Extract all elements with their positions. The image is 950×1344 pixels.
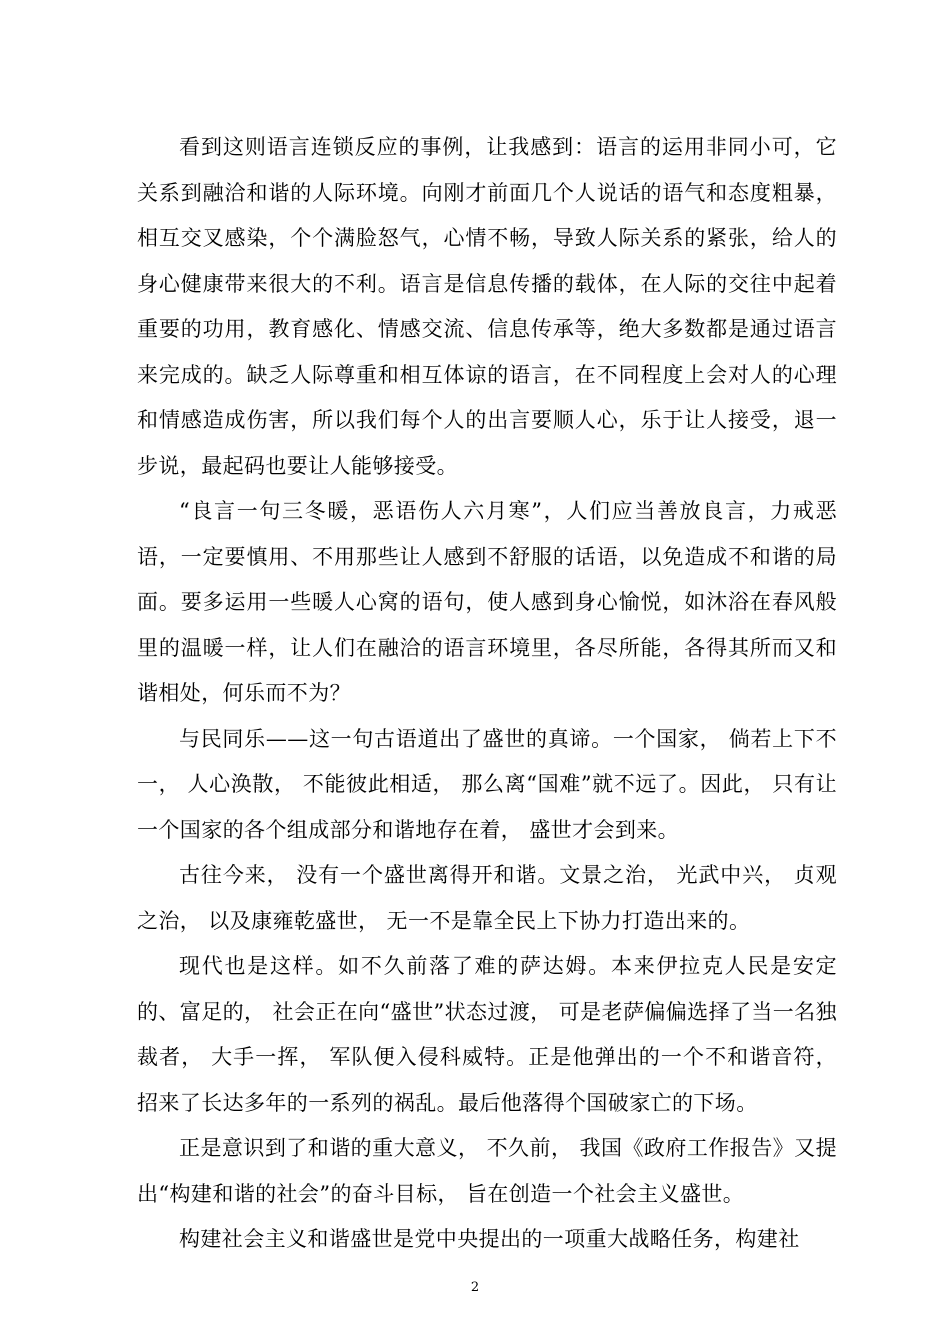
paragraph-7: 构建社会主义和谐盛世是党中央提出的一项重大战略任务，构建社 bbox=[179, 1227, 800, 1251]
page-number: 2 bbox=[470, 1280, 480, 1295]
paragraph-3: 与民同乐——这一句古语道出了盛世的真谛。一个国家， 倘若上下不一， 人心涣散， 不能彼此相适， 那么离“国难”就不远了。因此， 只有让一个国家的各个组成部分和谐地存在着， 盛世才会到来。 bbox=[137, 726, 837, 842]
paragraph-1: 看到这则语言连锁反应的事例，让我感到：语言的运用非同小可，它关系到融洽和谐的人际环境。向刚才前面几个人说话的语气和态度粗暴，相互交叉感染，个个满脸怒气，心情不畅，导致人际关系的紧张，给人的身心健康带来很大的不利。语言是信息传播的载体，在人际的交往中起着重要的功用，教育感化、情感交流、信息传承等，绝大多数都是通过语言来完成的。缺乏人际尊重和相互体谅的语言，在不同程度上会对人的心理和情感造成伤害，所以我们每个人的出言要顺人心，乐于让人接受，退一步说，最起码也要让人能够接受。 bbox=[137, 135, 837, 478]
paragraph-4: 古往今来， 没有一个盛世离得开和谐。文景之治， 光武中兴， 贞观之治， 以及康雍乾盛世， 无一不是靠全民上下协力打造出来的。 bbox=[137, 863, 837, 933]
paragraph-2: “良言一句三冬暖，恶语伤人六月寒”，人们应当善放良言，力戒恶语，一定要慎用、不用那些让人感到不舒服的话语，以免造成不和谐的局面。要多运用一些暖人心窝的语句，使人感到身心愉悦，如沐浴在春风般里的温暖一样，让人们在融洽的语言环境里，各尽所能，各得其所而又和谐相处，何乐而不为？ bbox=[137, 499, 837, 705]
paragraph-5: 现代也是这样。如不久前落了难的萨达姆。本来伊拉克人民是安定的、富足的， 社会正在向“盛世”状态过渡， 可是老萨偏偏选择了当一名独裁者， 大手一挥， 军队便入侵科威特。正是他弹出的一个不和谐音符， 招来了长达多年的一系列的祸乱。最后他落得个国破家亡的下场。 bbox=[137, 954, 837, 1115]
body-text bbox=[137, 125, 837, 1263]
paragraph-6: 正是意识到了和谐的重大意义， 不久前， 我国《政府工作报告》又提出“构建和谐的社会”的奋斗目标， 旨在创造一个社会主义盛世。 bbox=[137, 1136, 837, 1206]
